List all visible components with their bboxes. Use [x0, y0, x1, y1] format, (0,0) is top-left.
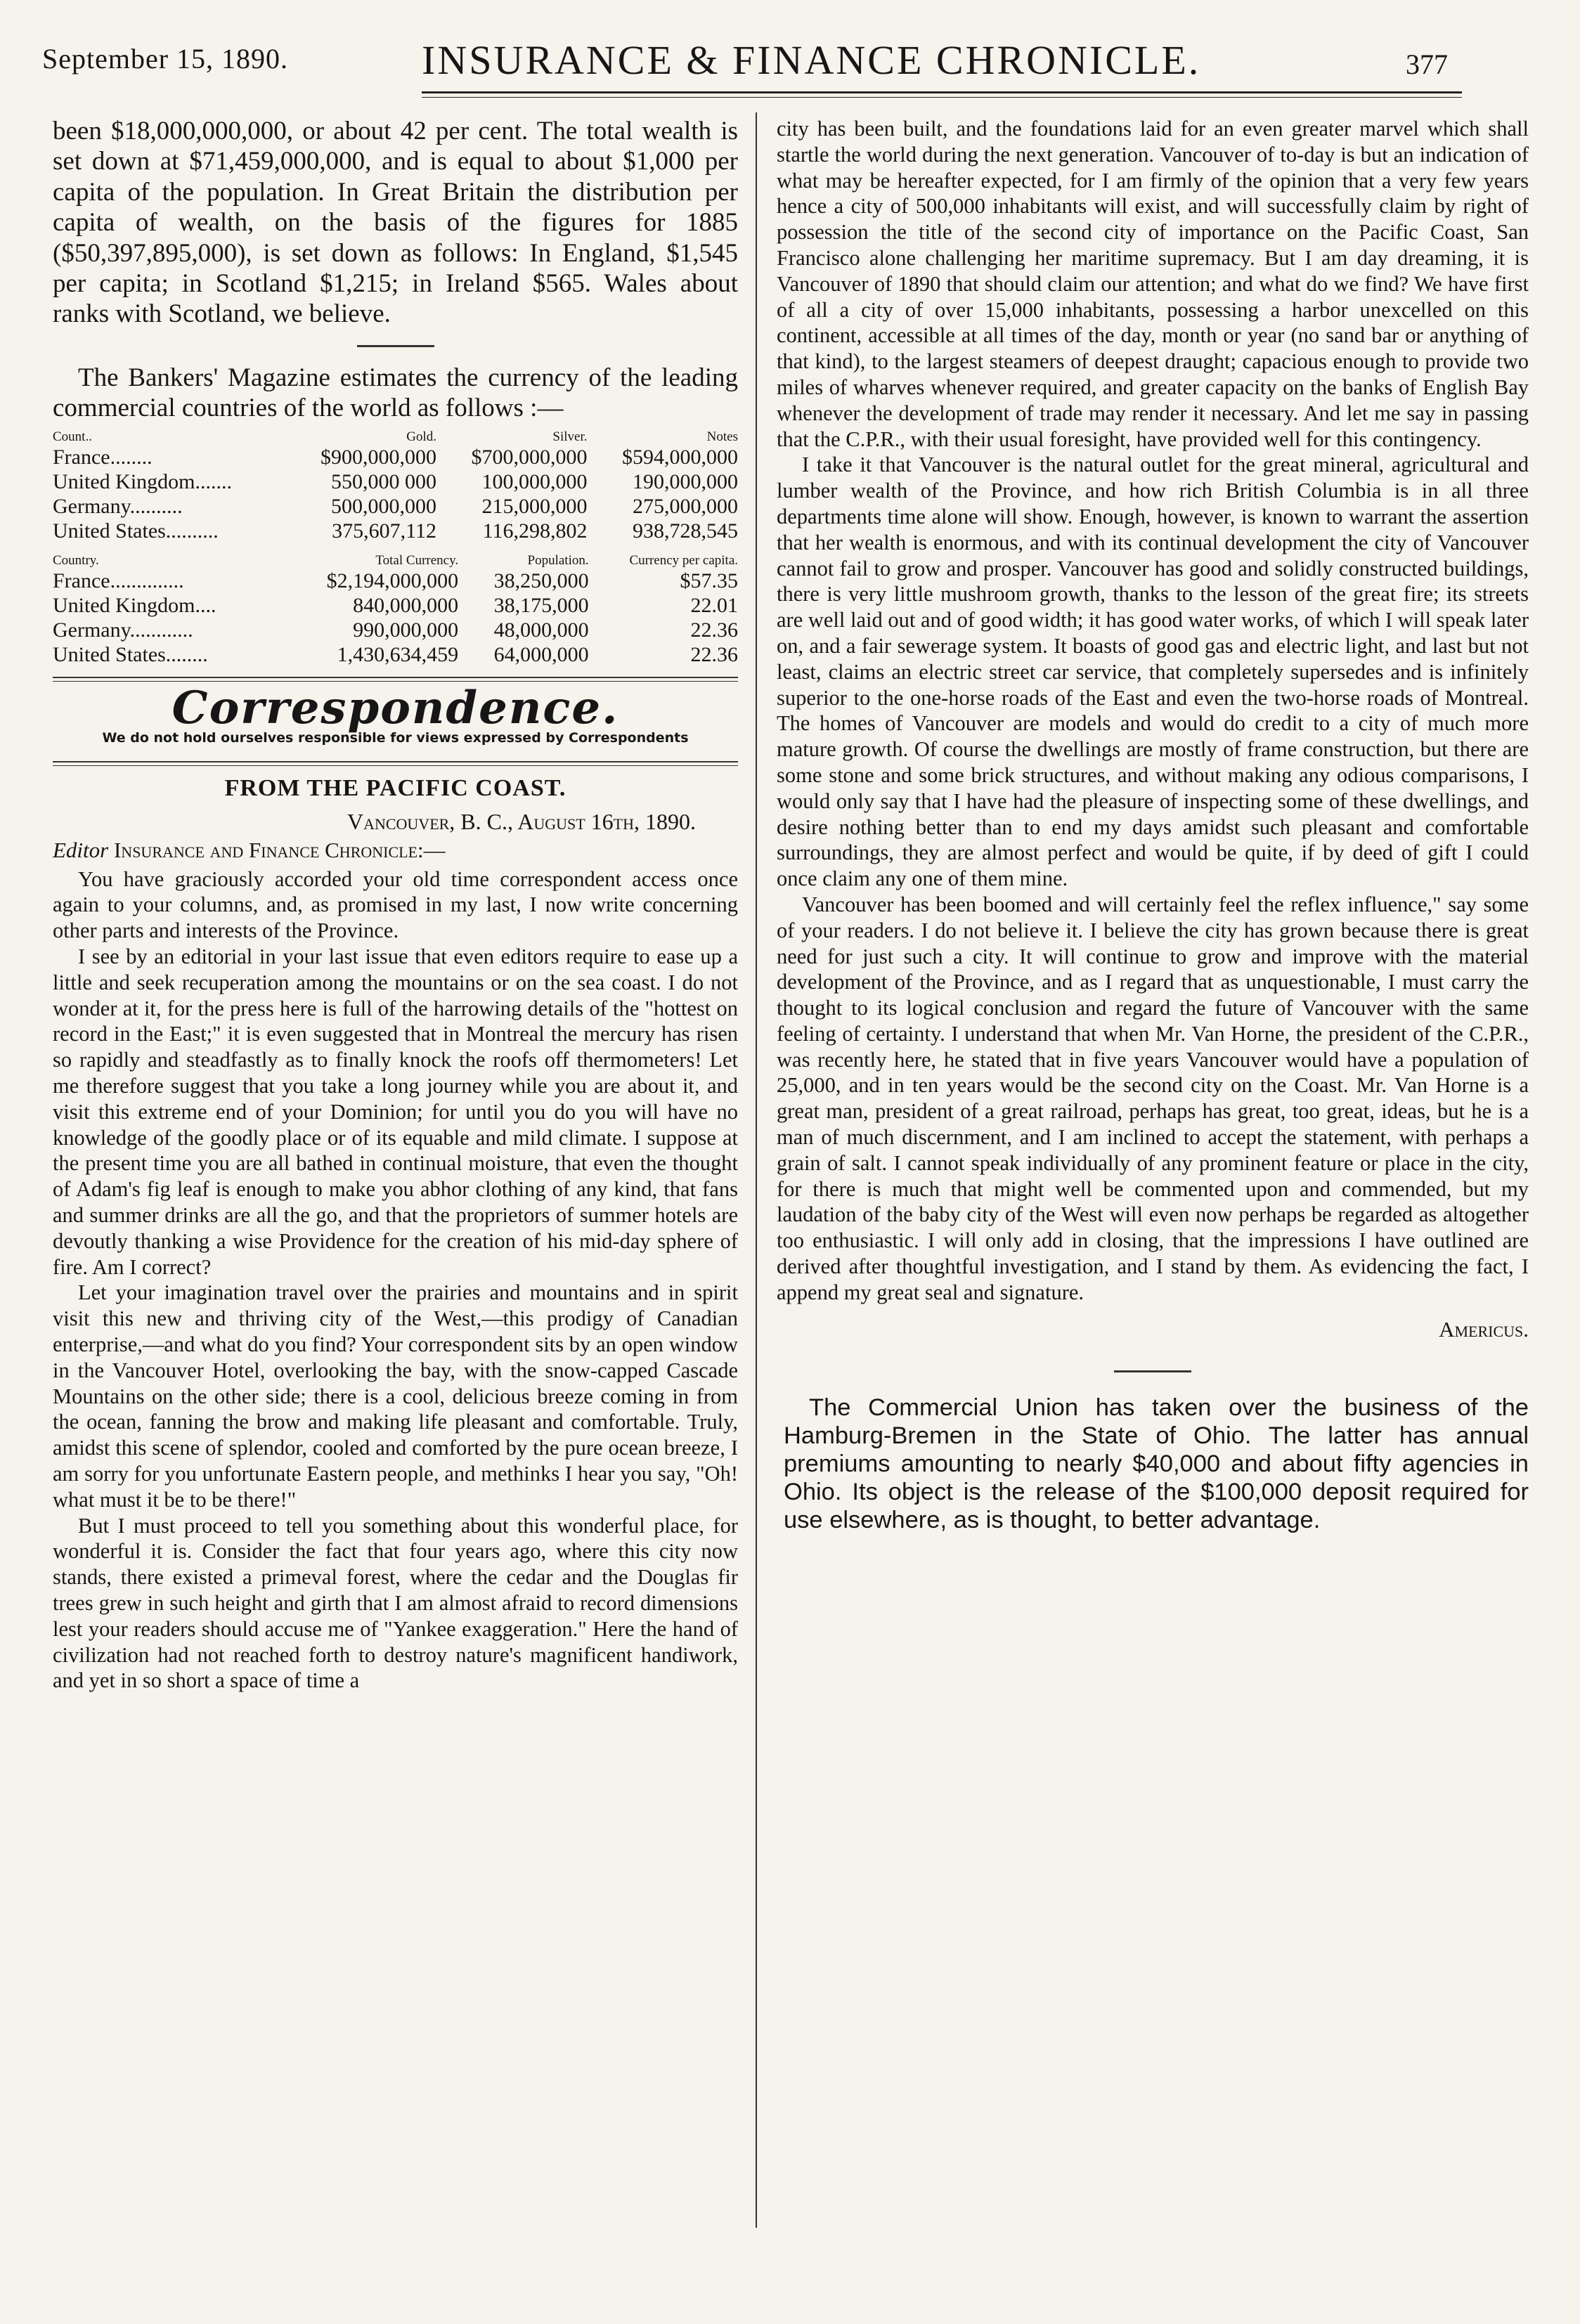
salutation-publication: Insurance and Finance Chronicle:—	[113, 837, 446, 862]
bankers-magazine-intro: The Bankers' Magazine estimates the currency of the leading commercial countries of the world as follows :—	[53, 363, 738, 423]
article-title: FROM THE PACIFIC COAST.	[224, 775, 566, 802]
correspondence-disclaimer: We do not hold ourselves responsible for views expressed by Correspondents	[102, 730, 689, 746]
table-cell: 48,000,000	[493, 618, 589, 642]
header-rule-thin	[422, 97, 1462, 98]
article-paragraph: Vancouver has been boomed and will certainly feel the reflex influence," say some of your readers. I do not believe it. I believe the city has grown because there is great need for just such a city. It will continue to grow and improve with the material development of the Province, and as I regard that as unquestionable, I must carry the thought to its logical conclusion and regard the future of Vancouver with the same feeling of certainty. I understand that when Mr. Van Horne, the president of the C.P.R., was recently here, he stated that in five years Vancouver would have a population of 25,000, and in ten years would be the second city on the Coast. Mr. Van Horne is a great man, president of a great railroad, perhaps has great, too great, ideas, but he is a man of much discernment, and I am inclined to accept the statement, with perhaps a grain of salt. I cannot speak individually of any prominent feature or place in the city, for there is much that might well be commented upon and commended, but my laudation of the baby city of the West will even now perhaps be regarded as altogether too enthusiastic. I will only add in closing, that the impressions I have outlined are derived after thoughtful investigation, and I stand by them. As evidencing the fact, I append my great seal and signature.	[777, 892, 1529, 1304]
page-number: 377	[1406, 48, 1448, 80]
right-column	[777, 116, 1529, 1534]
article-paragraph: But I must proceed to tell you something about this wonderful place, for wonderful it is. Consider the fact that four years ago, where this city now stands, there existed a primeval forest, where the cedar and the Douglas fir trees grew in such height and girth that I am almost afraid to record dimensions lest your readers should accuse me of "Yankee exaggeration." Here the hand of civilization had not reached forth to destroy nature's magnificent handiwork, and yet in so short a space of time a	[53, 1513, 738, 1693]
section-double-rule	[53, 761, 738, 766]
table-cell: 38,250,000	[493, 569, 589, 592]
editor-label: Editor	[53, 837, 109, 862]
table-row	[53, 642, 738, 667]
salutation	[53, 838, 738, 864]
commercial-union-note: The Commercial Union has taken over the business of the Hamburg-Bremen in the State of Ohio. The latter has annual premiums amounting to nearly $40,000 and about fifty agencies in Ohio. Its object is the release of the $100,000 deposit required for use elsewhere, as is thought, to better advantage.	[784, 1394, 1529, 1534]
article-paragraph: Let your imagination travel over the prairies and mountains and in spirit visit this new and thriving city of the West,—this prodigy of Canadian enterprise,—and what do you find? Your correspondent sits by an open window in the Vancouver Hotel, overlooking the bay, with the snow-capped Cascade Mountains on the other side; there is a cool, delicious breeze coming in from the ocean, fanning the brow and making life pleasant and comfortable. Truly, amidst this scene of splendor, cooled and comforted by the pure ocean breeze, I am sorry for you unfortunate Eastern people, and methinks I hear you say, "Oh! what must it be to be there!"	[53, 1280, 738, 1512]
article-paragraph: city has been built, and the foundations laid for an even greater marvel which shall startle the world during the next generation. Vancouver of to-day is but an indication of what may be hereafter expected, for I am firmly of the opinion that a very few years hence a city of 500,000 inhabitants will exist, and will successfully claim by right of possession the title of the second city of importance on the Pacific Coast, San Francisco alone challenging her maritime supremacy. But I am day dreaming, it is Vancouver of 1890 that should claim our attention; and what do we find? We have first of all a city of over 15,000 inhabitants, possessing a harbor unexcelled on this continent, accessible at all times of the day, month or year (no sand bar or anything of that kind), to the largest steamers of deepest draught; capacious enough to provide two miles of wharves whenever required, and greater capacity on the banks of English Bay whenever the development of trade may render it necessary. And let me say in passing that the C.P.R., with their usual foresight, have provided well for this contingency.	[777, 117, 1529, 451]
table-row	[53, 569, 738, 593]
publication-title: INSURANCE & FINANCE CHRONICLE.	[422, 37, 1201, 83]
table-cell: 550,000 000	[331, 469, 436, 493]
table-cell: $700,000,000	[471, 445, 588, 469]
currency-table	[53, 429, 738, 543]
table-cell: 500,000,000	[331, 494, 436, 518]
table-cell: 116,298,802	[482, 519, 588, 543]
table-cell: 22.36	[690, 642, 738, 666]
article-signature: Americus.	[1439, 1316, 1529, 1342]
section-rule	[1114, 1370, 1191, 1372]
table-header: Country.	[53, 552, 99, 568]
table-header: Gold.	[406, 429, 436, 444]
table-cell: 840,000,000	[353, 593, 459, 617]
table-cell: 190,000,000	[633, 469, 738, 493]
table-cell: France........	[53, 445, 153, 469]
table-cell: 1,430,634,459	[337, 642, 459, 666]
table-row	[53, 519, 738, 543]
column-divider	[756, 112, 757, 2228]
section-rule	[357, 345, 434, 347]
table-row	[53, 593, 738, 618]
table-cell: 215,000,000	[481, 494, 588, 518]
table-header-row	[53, 429, 738, 445]
table-header: Total Currency.	[375, 552, 459, 568]
per-capita-table	[53, 553, 738, 667]
table-cell: Germany..........	[53, 494, 183, 518]
table-cell: United States........	[53, 642, 208, 666]
table-cell: 938,728,545	[633, 519, 738, 543]
table-cell: $594,000,000	[622, 445, 738, 469]
table-cell: 375,607,112	[332, 519, 436, 543]
table-cell: 22.36	[690, 618, 738, 642]
table-row	[53, 618, 738, 642]
article-dateline: Vancouver, B. C., August 16th, 1890.	[347, 809, 696, 835]
table-header-row	[53, 553, 738, 569]
table-cell: United Kingdom.......	[53, 469, 232, 493]
table-cell: $57.35	[680, 569, 738, 592]
wealth-paragraph: been $18,000,000,000, or about 42 per cent. The total wealth is set down at $71,459,000,000, and is equal to about $1,000 per capita of the population. In Great Britain the distribution per capita of wealth, on the basis of the figures for 1885 ($50,397,895,000), is set down as follows: In England, $1,545 per capita; in Scotland $1,215; in Ireland $565. Wales about ranks with Scotland, we believe.	[53, 117, 738, 329]
table-cell: United States..........	[53, 519, 219, 543]
section-double-rule	[53, 677, 738, 682]
table-cell: $2,194,000,000	[326, 569, 459, 592]
table-cell: 100,000,000	[481, 469, 588, 493]
header-rule	[422, 91, 1462, 93]
table-header: Currency per capita.	[629, 552, 738, 568]
table-cell: 275,000,000	[633, 494, 738, 518]
table-cell: 22.01	[690, 593, 738, 617]
table-cell: United Kingdom....	[53, 593, 216, 617]
table-cell: 38,175,000	[493, 593, 589, 617]
correspondence-heading: Correspondence.	[171, 681, 619, 734]
table-cell: 990,000,000	[353, 618, 459, 642]
article-paragraph: I see by an editorial in your last issue that even editors require to ease up a little and seek recuperation among the mountains or on the sea coast. I do not wonder at it, for the press here is full of the harrowing details of the "hottest on record in the East;" it is even suggested that in Montreal the mercury has risen so rapidly and steadfastly as to finally knock the roofs off thermometers! Let me therefore suggest that you take a long journey while you are about it, and visit this extreme end of your Dominion; for until you do you will have no knowledge of the goodly place or of its equable and mild climate. I suppose at the present time you are all bathed in continual moisture, that even the thought of Adam's fig leaf is enough to make you abhor clothing of any kind, that fans and summer drinks are all the go, and that the proprietors of summer hotels are devoutly thanking a wise Providence for the creation of his mid-day sphere of fire. Am I correct?	[53, 944, 738, 1279]
table-row	[53, 469, 738, 494]
table-header: Population.	[527, 552, 589, 568]
table-header: Notes	[706, 429, 738, 444]
table-row	[53, 494, 738, 519]
article-paragraph: You have graciously accorded your old time correspondent access once again to your columns, and, as promised in my last, I now write concerning other parts and interests of the Province.	[53, 866, 738, 943]
table-cell: 64,000,000	[493, 642, 589, 666]
page-header	[42, 28, 1448, 105]
table-cell: France..............	[53, 569, 184, 592]
table-cell: Germany............	[53, 618, 193, 642]
table-cell: $900,000,000	[320, 445, 436, 469]
table-header: Silver.	[552, 429, 588, 444]
left-column	[53, 116, 738, 1694]
issue-date: September 15, 1890.	[42, 43, 289, 74]
table-row	[53, 445, 738, 469]
news-note	[784, 1394, 1529, 1534]
table-header: Count..	[53, 429, 92, 444]
article-paragraph: I take it that Vancouver is the natural outlet for the great mineral, agricultural and lumber wealth of the Province, and how rich British Columbia is in all three departments time alone will show. Enough, however, is known to warrant the assertion that her wealth is enormous, and with its continual development the city of Vancouver cannot fail to grow and prosper. Vancouver has good and solidly constructed buildings, there is very little mushroom growth, thanks to the lesson of the great fire; its streets are well laid out and of good width; it has good water works, of which I will speak later on, and a fair sewerage system. It boasts of good gas and electric light, and last but not least, claims an electric street car service, that completely supersedes and is infinitely superior to the one-horse roads of the East and even the two-horse roads of Montreal. The homes of Vancouver are models and would do credit to a city of much more mature growth. Of course the dwellings are mostly of frame construction, but there are some stone and some brick structures, and without making any odious comparisons, I would only say that I have had the pleasure of inspecting some of these dwellings, and desire nothing better than to end my days amidst such pleasant and comfortable surroundings, they are almost perfect and would be quite, if by deed of gift I could once claim any one of them mine.	[777, 453, 1529, 891]
